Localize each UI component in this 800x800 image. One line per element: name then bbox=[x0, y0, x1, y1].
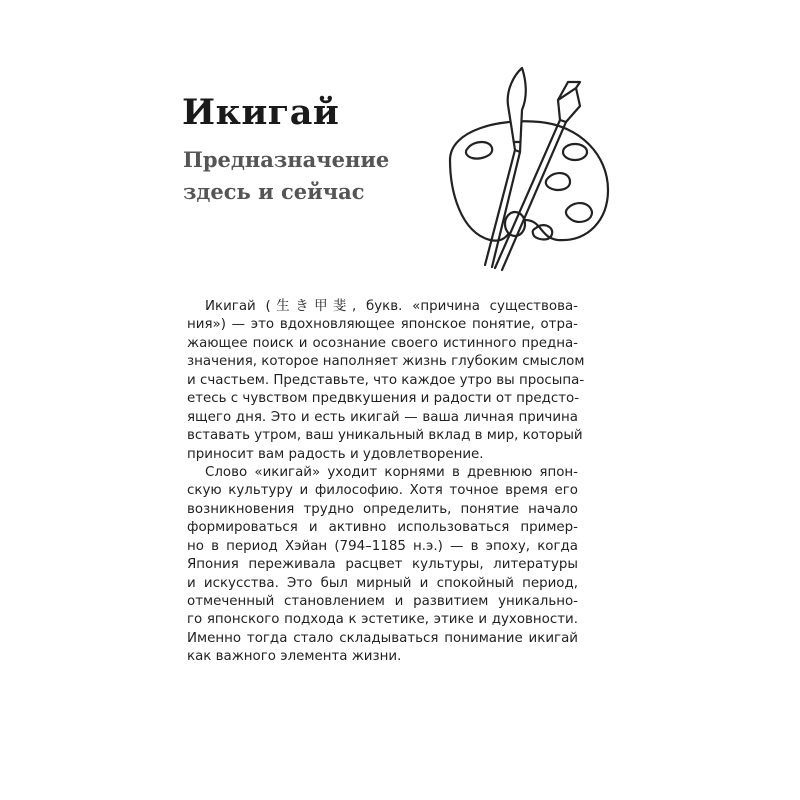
text-line: ящего дня. Это и есть икигай — ваша личная причина bbox=[187, 409, 578, 425]
text-line: как важного элемента жизни. bbox=[187, 649, 402, 665]
text-line: Икигай (生き甲斐, букв. «причина существова- bbox=[205, 299, 578, 314]
body-text bbox=[187, 298, 585, 667]
paragraph bbox=[187, 464, 578, 667]
text-line: ния») — это вдохновляющее японское понятие, отра- bbox=[187, 317, 578, 333]
text-line: возникновения трудно определить, понятие начало bbox=[187, 501, 578, 517]
text-line: вставать утром, ваш уникальный вклад в мир, который bbox=[187, 428, 583, 444]
text-line: и искусства. Это был мирный и спокойный период, bbox=[187, 575, 578, 591]
paragraph bbox=[187, 298, 585, 464]
text-line: Слово «икигай» уходит корнями в древнюю япон- bbox=[205, 464, 578, 480]
text-line: го японского подхода к эстетике, этике и духовности. bbox=[187, 612, 578, 628]
subtitle-line: Предназначение bbox=[183, 147, 390, 172]
page-subtitle bbox=[183, 144, 389, 208]
text-line: етесь с чувством предвкушения и радости от предсто- bbox=[187, 391, 580, 407]
text-line: скую культуру и философию. Хотя точное время его bbox=[187, 483, 578, 499]
text-line: и счастьем. Представьте, что каждое утро вы просыпа- bbox=[187, 372, 585, 388]
text-line: Япония переживала расцвет культуры, литературы bbox=[187, 557, 578, 573]
text-line: но в период Хэйан (794–1185 н.э.) — в эпоху, когда bbox=[187, 538, 578, 554]
subtitle-line: здесь и сейчас bbox=[183, 179, 365, 204]
page-title: Икигай bbox=[182, 92, 340, 133]
text-line: значения, которое наполняет жизнь глубоким смыслом bbox=[187, 354, 585, 370]
palette-with-brushes-icon bbox=[430, 60, 620, 285]
text-line: Именно тогда стало складываться понимание икигай bbox=[187, 630, 578, 646]
text-line: жающее поиск и осознание своего истинного предна- bbox=[187, 335, 578, 351]
text-line: приносит вам радость и удовлетворение. bbox=[187, 446, 484, 462]
text-line: отмеченный становлением и развитием уникально- bbox=[187, 594, 578, 609]
text-line: формироваться и активно использоваться пример- bbox=[187, 520, 578, 536]
